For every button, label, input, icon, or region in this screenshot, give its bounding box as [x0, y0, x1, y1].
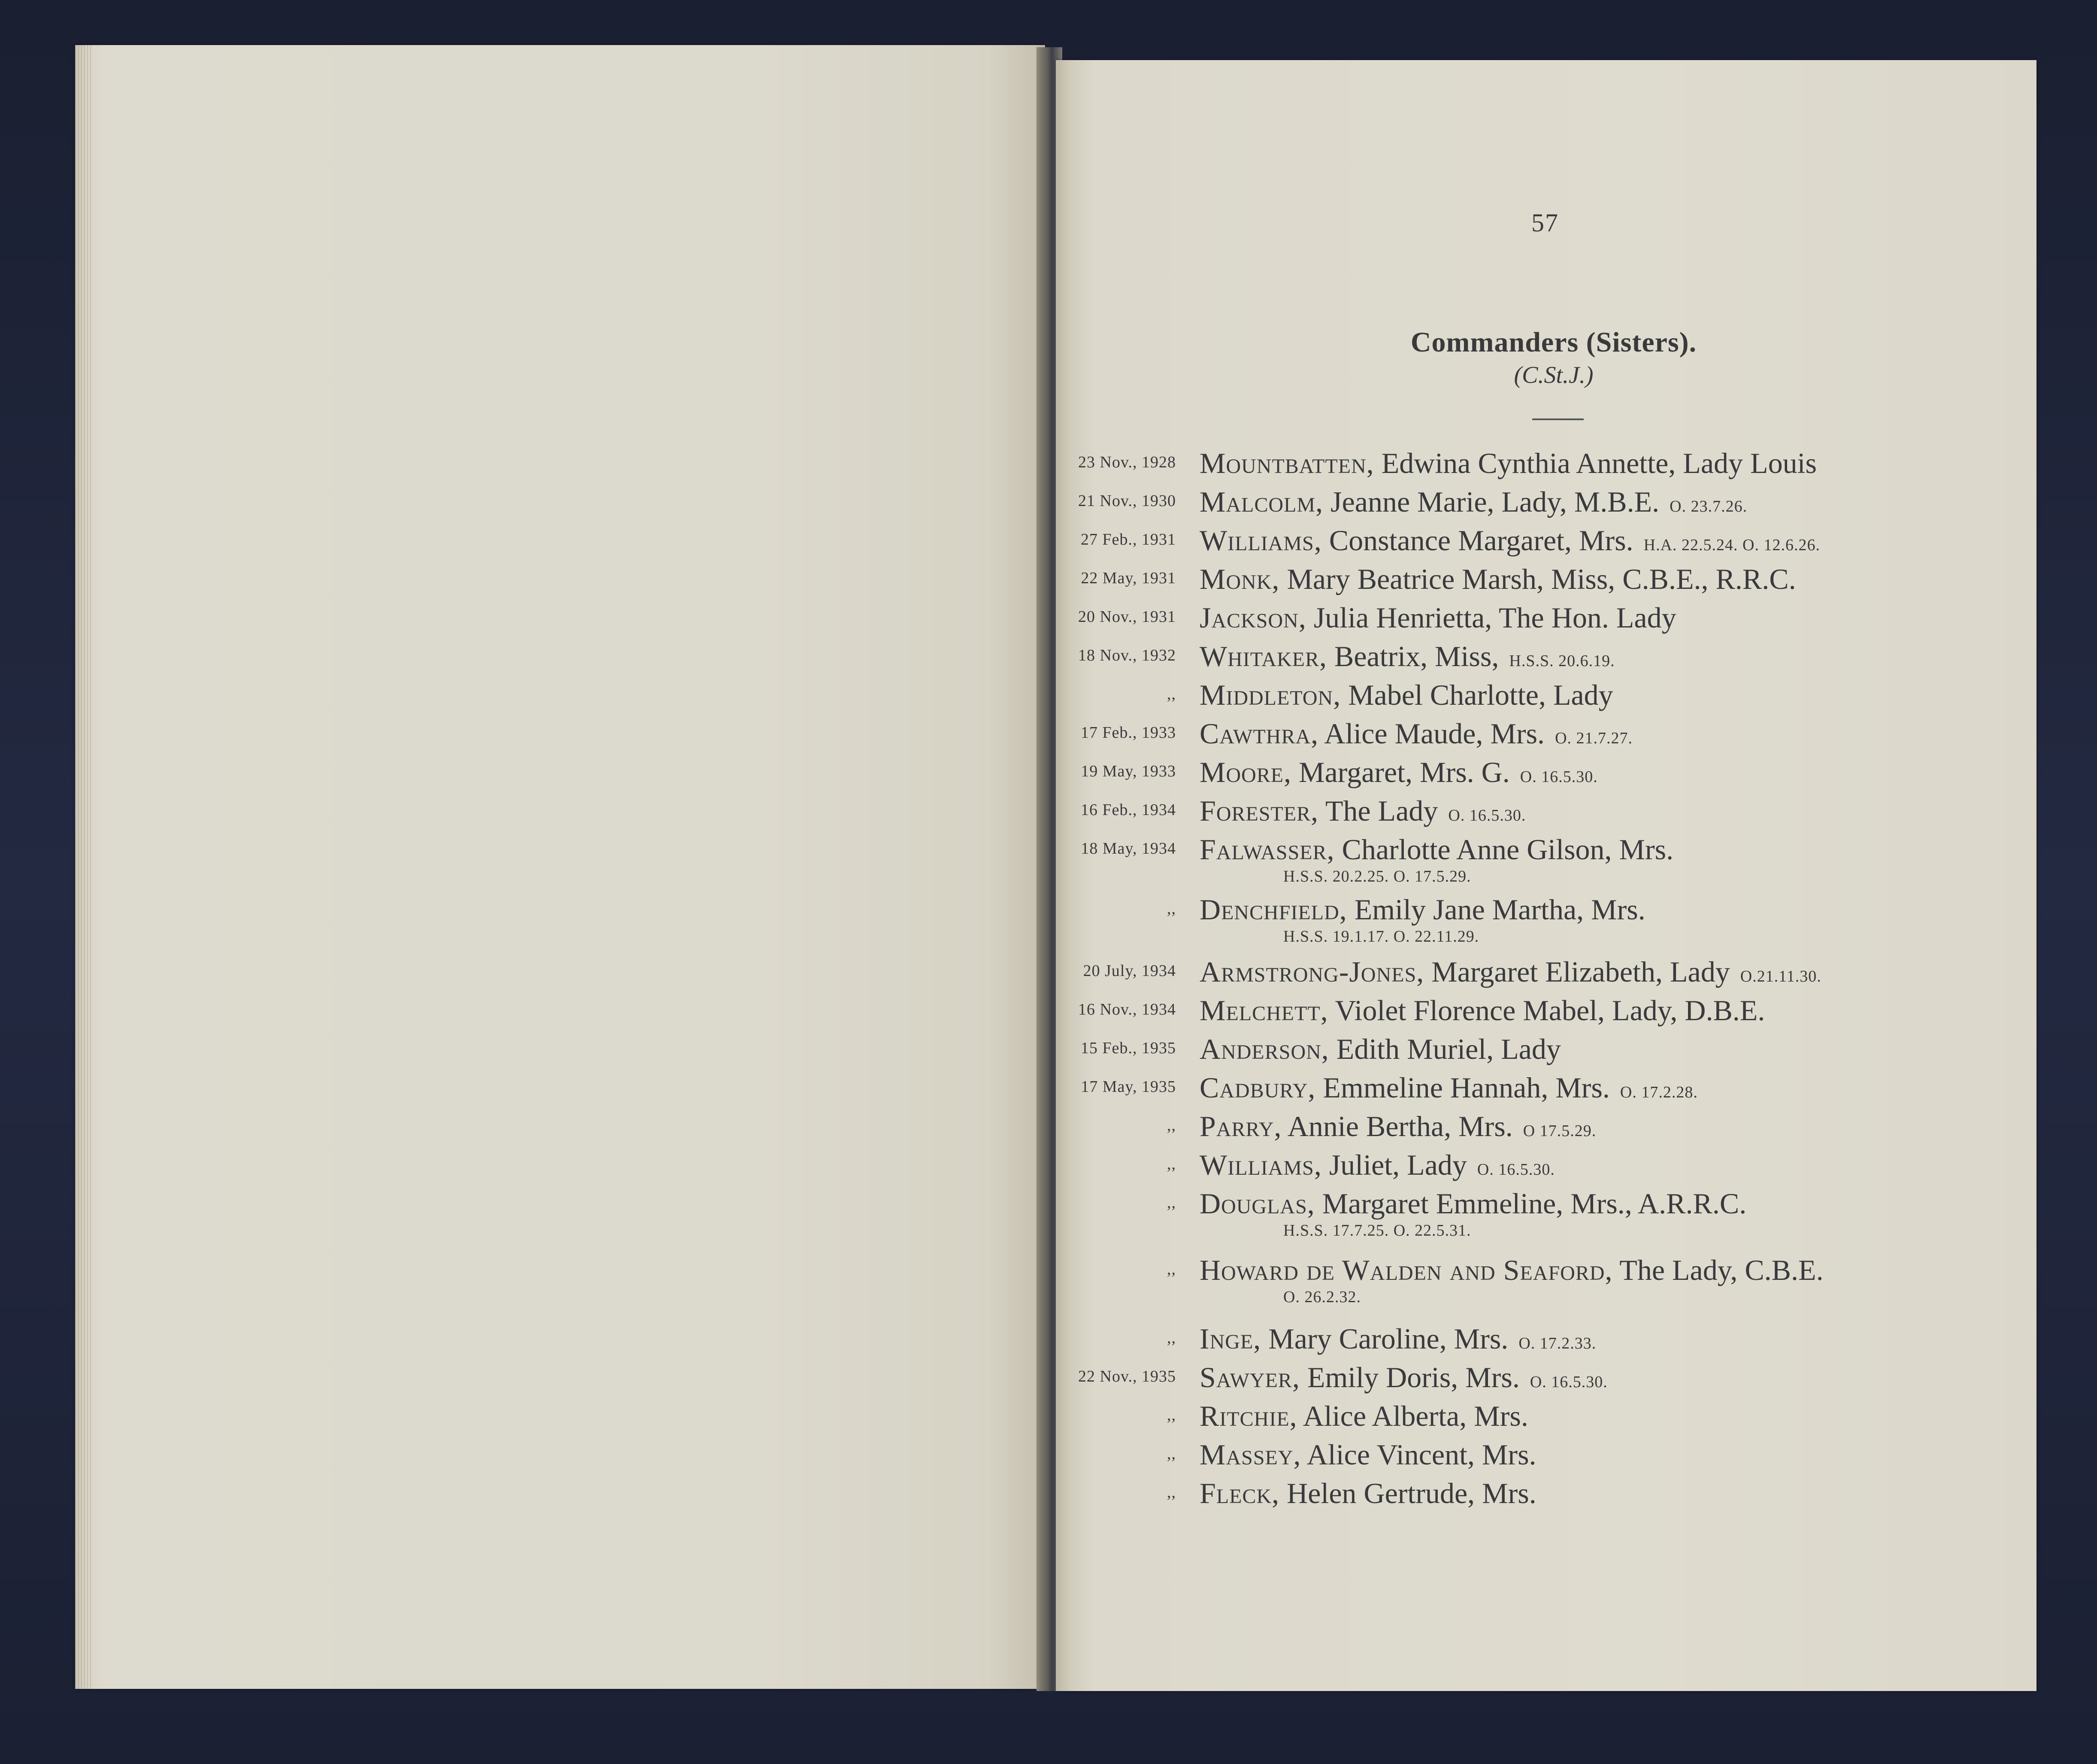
list-entry — [0, 794, 2097, 834]
entry-date: ,, — [1167, 900, 1176, 918]
list-entry — [0, 893, 2097, 932]
entry-date: ,, — [1167, 685, 1176, 703]
entry-surname: Fleck, — [1200, 1477, 1280, 1509]
entry-name: Julia Henrietta, The Hon. Lady — [1313, 601, 1676, 634]
entry-name: Juliet, Lady — [1329, 1149, 1467, 1181]
list-entry — [0, 1109, 2097, 1149]
entry-name: Alice Maude, Mrs. — [1324, 717, 1545, 750]
entry-date: ,, — [1167, 1260, 1176, 1278]
entry-date: 18 May, 1934 — [1081, 840, 1176, 858]
entry-surname: Denchfield, — [1200, 893, 1347, 926]
entry-date: 16 Feb., 1934 — [1081, 801, 1176, 819]
entry-date: 27 Feb., 1931 — [1081, 530, 1176, 549]
entry-note: O 17.5.29. — [1523, 1122, 1597, 1140]
entry-continuation: O. 26.2.32. — [1283, 1288, 1361, 1306]
entry-continuation: H.S.S. 17.7.25. O. 22.5.31. — [1283, 1221, 1471, 1240]
section-title: Commanders (Sisters). — [1410, 327, 1697, 358]
entry-surname: Sawyer, — [1200, 1361, 1300, 1394]
entry-name: Margaret, Mrs. G. — [1299, 756, 1510, 788]
entry-continuation: H.S.S. 19.1.17. O. 22.11.29. — [1283, 927, 1479, 946]
entry-surname: Cadbury, — [1200, 1071, 1316, 1104]
list-entry — [0, 1438, 2097, 1477]
list-entry — [0, 1187, 2097, 1226]
list-entry — [0, 562, 2097, 602]
entry-date: 15 Feb., 1935 — [1081, 1039, 1176, 1057]
entry-name: Alice Alberta, Mrs. — [1303, 1400, 1528, 1432]
entry-name: The Lady — [1325, 794, 1438, 827]
entry-surname: Falwasser, — [1200, 833, 1335, 866]
list-entry — [0, 640, 2097, 679]
entry-date: 18 Nov., 1932 — [1078, 646, 1176, 664]
entry-name: Margaret Elizabeth, Lady — [1431, 955, 1730, 988]
entry-surname: Williams, — [1200, 1149, 1322, 1181]
entry-surname: Whitaker, — [1200, 640, 1327, 673]
entry-date: 20 Nov., 1931 — [1078, 608, 1176, 626]
list-entry — [0, 1476, 2097, 1516]
entry-continuation: H.S.S. 20.2.25. O. 17.5.29. — [1283, 867, 1471, 885]
entry-date: ,, — [1167, 1483, 1176, 1501]
entry-date: ,, — [1167, 1406, 1176, 1424]
entry-surname: Massey, — [1200, 1438, 1301, 1471]
entry-date: 22 May, 1931 — [1081, 569, 1176, 587]
entry-surname: Inge, — [1200, 1322, 1261, 1355]
entry-surname: Howard de Walden and Seaford, — [1200, 1254, 1613, 1286]
entry-note: O. 17.2.33. — [1518, 1334, 1597, 1352]
entry-note: O. 21.7.27. — [1555, 729, 1633, 747]
entry-date: ,, — [1167, 1329, 1176, 1347]
list-entry — [0, 717, 2097, 756]
entry-note: O. 16.5.30. — [1448, 806, 1526, 824]
entry-note: O. 16.5.30. — [1477, 1161, 1555, 1179]
list-entry — [0, 955, 2097, 994]
entry-surname: Williams, — [1200, 524, 1322, 557]
list-entry — [0, 1399, 2097, 1439]
entry-name: Mary Beatrice Marsh, Miss, C.B.E., R.R.C. — [1287, 563, 1796, 595]
entry-name: Constance Margaret, Mrs. — [1329, 524, 1633, 557]
list-entry — [0, 1148, 2097, 1188]
entry-name: Margaret Emmeline, Mrs., A.R.R.C. — [1322, 1187, 1747, 1220]
entry-date: 22 Nov., 1935 — [1078, 1367, 1176, 1385]
entry-name: Beatrix, Miss, — [1334, 640, 1499, 673]
entry-surname: Cawthra, — [1200, 717, 1319, 750]
entry-surname: Forester, — [1200, 794, 1319, 827]
entry-surname: Jackson, — [1200, 601, 1306, 634]
list-entry — [0, 1032, 2097, 1072]
entry-surname: Middleton, — [1200, 679, 1341, 711]
title-rule — [1532, 418, 1584, 420]
entry-name: Jeanne Marie, Lady, M.B.E. — [1330, 485, 1660, 518]
entry-name: Edwina Cynthia Annette, Lady Louis — [1381, 447, 1817, 479]
entry-note: H.S.S. 20.6.19. — [1509, 652, 1615, 670]
entry-note: O.21.11.30. — [1740, 967, 1821, 985]
list-entry — [0, 485, 2097, 524]
entry-date: 21 Nov., 1930 — [1078, 492, 1176, 510]
entry-name: The Lady, C.B.E. — [1619, 1254, 1824, 1286]
list-entry — [0, 1322, 2097, 1361]
entry-name: Charlotte Anne Gilson, Mrs. — [1342, 833, 1674, 866]
entry-name: Emily Jane Martha, Mrs. — [1354, 893, 1645, 926]
entry-note: O. 23.7.26. — [1670, 497, 1748, 515]
entry-date: ,, — [1167, 1116, 1176, 1134]
list-entry — [0, 601, 2097, 640]
entry-surname: Anderson, — [1200, 1033, 1329, 1065]
entry-surname: Malcolm, — [1200, 485, 1324, 518]
entry-note: O. 16.5.30. — [1520, 768, 1598, 786]
list-entry — [0, 1071, 2097, 1110]
entry-note: O. 17.2.28. — [1620, 1083, 1698, 1101]
list-entry — [0, 755, 2097, 795]
entry-name: Annie Bertha, Mrs. — [1287, 1110, 1513, 1143]
entry-date: 16 Nov., 1934 — [1078, 1000, 1176, 1018]
entry-date: 23 Nov., 1928 — [1078, 453, 1176, 471]
entry-note: O. 16.5.30. — [1530, 1373, 1608, 1391]
entry-surname: Parry, — [1200, 1110, 1282, 1143]
entry-name: Violet Florence Mabel, Lady, D.B.E. — [1335, 994, 1765, 1027]
list-entry — [0, 678, 2097, 718]
list-entry — [0, 833, 2097, 872]
entry-date: 17 May, 1935 — [1081, 1078, 1176, 1096]
entry-name: Mabel Charlotte, Lady — [1348, 679, 1613, 711]
list-entry — [0, 524, 2097, 563]
list-entry — [0, 1361, 2097, 1400]
entry-surname: Ritchie, — [1200, 1400, 1297, 1432]
entry-surname: Douglas, — [1200, 1187, 1315, 1220]
section-subtitle: (C.St.J.) — [1514, 362, 1594, 388]
entry-date: ,, — [1167, 1445, 1176, 1463]
entry-surname: Mountbatten, — [1200, 447, 1374, 479]
entry-date: ,, — [1167, 1155, 1176, 1173]
page-number: 57 — [1531, 209, 1559, 237]
entry-surname: Armstrong-Jones, — [1200, 955, 1424, 988]
entry-name: Mary Caroline, Mrs. — [1268, 1322, 1509, 1355]
entry-name: Emily Doris, Mrs. — [1307, 1361, 1520, 1394]
entry-date: ,, — [1167, 1194, 1176, 1212]
list-entry — [0, 994, 2097, 1033]
entry-name: Emmeline Hannah, Mrs. — [1323, 1071, 1610, 1104]
entry-name: Edith Muriel, Lady — [1336, 1033, 1561, 1065]
entry-surname: Melchett, — [1200, 994, 1328, 1027]
entry-date: 19 May, 1933 — [1081, 762, 1176, 780]
entry-date: 17 Feb., 1933 — [1081, 724, 1176, 742]
list-entry — [0, 446, 2097, 486]
entry-surname: Monk, — [1200, 563, 1280, 595]
list-entry — [0, 1253, 2097, 1293]
entry-note: H.A. 22.5.24. O. 12.6.26. — [1643, 536, 1820, 554]
entry-name: Alice Vincent, Mrs. — [1306, 1438, 1536, 1471]
entry-date: 20 July, 1934 — [1083, 962, 1176, 980]
entry-name: Helen Gertrude, Mrs. — [1287, 1477, 1536, 1509]
entry-surname: Moore, — [1200, 756, 1292, 788]
